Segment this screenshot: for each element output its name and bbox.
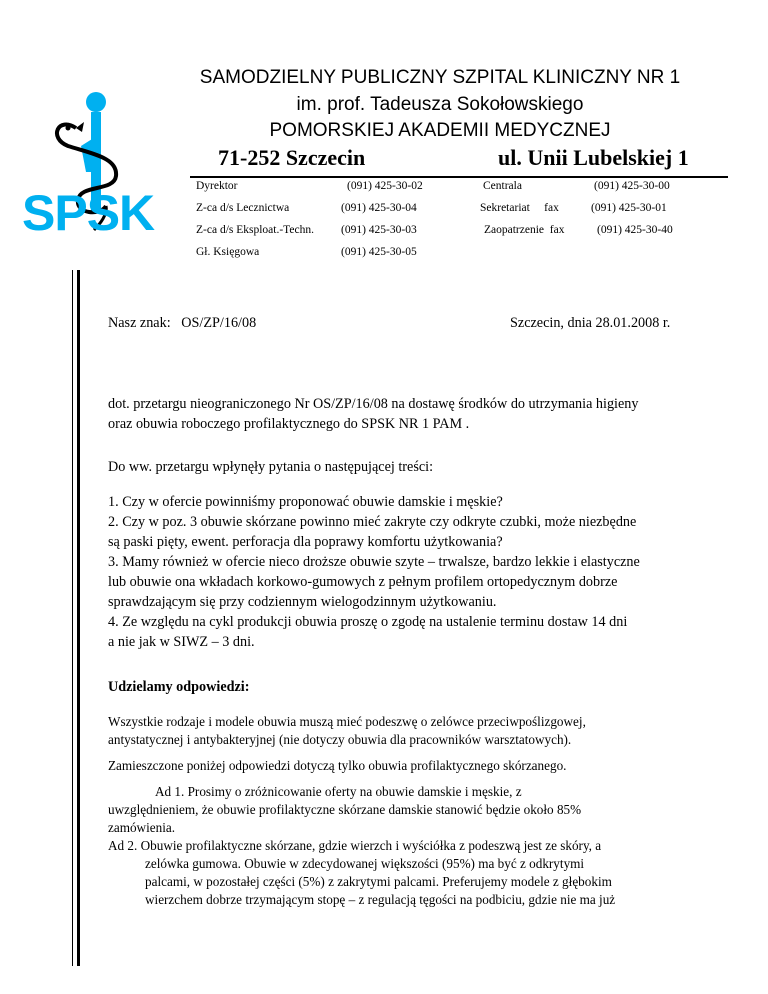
answer-2-line: Ad 2. Obuwie profilaktyczne skórzane, gdzie wierzch i wyściółka z podeszwą jest ze skóry, a	[108, 838, 602, 853]
question-line: a nie jak w SIWZ – 3 dni.	[108, 634, 255, 650]
contact-label-2: Zaopatrzenie fax	[484, 224, 565, 236]
street-address: ul. Unii Lubelskiej 1	[498, 145, 689, 170]
general-note-line: antystatycznej i antybakteryjnej (nie dotyczy obuwia dla pracowników warsztatowych).	[108, 732, 572, 747]
hospital-name-line2: im. prof. Tadeusza Sokołowskiego	[296, 94, 584, 115]
answers-heading: Udzielamy odpowiedzi:	[108, 679, 250, 695]
question-line: są paski pięty, ewent. perforacja dla poprawy komfortu użytkowania?	[108, 534, 503, 550]
question-line: 4. Ze względu na cykl produkcji obuwia proszę o zgodę na ustalenie terminu dostaw 14 dni	[108, 614, 628, 630]
answer-2-line: palcami, w pozostałej części (5%) z zakrytymi palcami. Preferujemy modele z głębokim	[145, 874, 612, 889]
question-line: 2. Czy w poz. 3 obuwie skórzane powinno mieć zakryte czy odkryte czubki, może niezbędne	[108, 514, 637, 530]
contact-phone: (091) 425-30-04	[341, 202, 417, 214]
question-line: 3. Mamy również w ofercie nieco droższe obuwie szyte – trwalsze, bardzo lekkie i elastyczne	[108, 554, 640, 570]
hospital-name-line3: POMORSKIEJ AKADEMII MEDYCZNEJ	[269, 120, 611, 141]
general-note-line: Wszystkie rodzaje i modele obuwia muszą mieć podeszwę o zelówce przeciwpoślizgowej,	[108, 714, 586, 729]
general-note-line: Zamieszczone poniżej odpowiedzi dotyczą tylko obuwia profilaktycznego skórzanego.	[108, 758, 567, 773]
contact-label: Z-ca d/s Eksploat.-Techn.	[196, 224, 314, 236]
letter-date: Szczecin, dnia 28.01.2008 r.	[510, 315, 671, 331]
contact-phone: (091) 425-30-05	[341, 246, 417, 258]
contact-label-2: Sekretariat fax	[480, 202, 559, 214]
contact-phone-2: (091) 425-30-01	[591, 202, 667, 214]
contact-label: Gł. Księgowa	[196, 246, 260, 258]
reference-number: Nasz znak: OS/ZP/16/08	[108, 315, 257, 331]
contact-phone-2: (091) 425-30-40	[597, 224, 673, 236]
answer-1-line: zamówienia.	[108, 820, 176, 835]
contact-label: Dyrektor	[196, 180, 238, 192]
logo-text: SPSK	[22, 185, 155, 241]
contact-label-2: Centrala	[483, 180, 522, 192]
postal-city: 71-252 Szczecin	[218, 145, 366, 170]
intro-text: Do ww. przetargu wpłynęły pytania o następującej treści:	[108, 459, 434, 475]
question-line: lub obuwie ona wkładach korkowo-gumowych z pełnym profilem ortopedycznym dobrze	[108, 574, 618, 590]
contact-phone-2: (091) 425-30-00	[594, 180, 670, 192]
contact-phone: (091) 425-30-02	[347, 180, 423, 192]
contact-phone: (091) 425-30-03	[341, 224, 417, 236]
answer-1-line: Ad 1. Prosimy o zróżnicowanie oferty na obuwie damskie i męskie, z	[155, 784, 522, 799]
question-line: 1. Czy w ofercie powinniśmy proponować obuwie damskie i męskie?	[108, 494, 503, 510]
hospital-logo	[18, 88, 178, 241]
subject-line-1: dot. przetargu nieograniczonego Nr OS/ZP/16/08 na dostawę środków do utrzymania higieny	[108, 396, 639, 412]
answer-2-line: wierzchem dobrze trzymającym stopę – z regulacją tęgości na podbiciu, gdzie nie ma już	[145, 892, 616, 907]
margin-rule-inner	[77, 270, 80, 966]
question-line: sprawdzającym się przy codziennym wielogodzinnym użytkowaniu.	[108, 594, 497, 610]
hospital-name-line1: SAMODZIELNY PUBLICZNY SZPITAL KLINICZNY NR 1	[199, 67, 681, 88]
answer-2-line: zelówka gumowa. Obuwie w zdecydowanej większości (95%) ma być z odkrytymi	[145, 856, 585, 871]
contact-label: Z-ca d/s Lecznictwa	[196, 202, 290, 214]
subject-line-2: oraz obuwia roboczego profilaktycznego do SPSK NR 1 PAM .	[108, 416, 470, 432]
answer-1-line: uwzględnieniem, że obuwie profilaktyczne skórzane damskie stanowić będzie około 85%	[108, 802, 582, 817]
header-divider	[190, 176, 728, 178]
margin-rule-outer	[72, 270, 73, 966]
